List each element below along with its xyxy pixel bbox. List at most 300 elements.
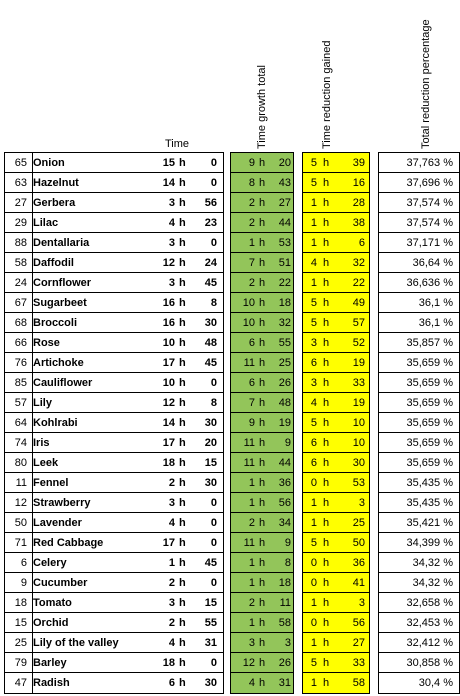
percentage-row [379,573,459,593]
crop-name: Red Cabbage [33,537,104,549]
hours-unit-label: h [179,397,186,409]
hours-unit-label: h [323,237,330,249]
growth-row [231,273,293,293]
time-minutes: 8 [210,397,217,409]
reduction-percentage: 32,412 % [406,637,453,649]
reduction-hours: 1 [310,637,317,649]
growth-row [231,673,293,693]
growth-row [231,333,293,353]
crop-name: Orchid [33,617,69,629]
hours-unit-label: h [259,497,266,509]
hours-unit-label: h [323,677,330,689]
growth-hours: 9 [248,417,255,429]
reduction-minutes: 52 [352,337,365,349]
time-hours: 3 [168,597,175,609]
growth-row [231,193,293,213]
hours-unit-label: h [259,217,266,229]
growth-row [231,513,293,533]
reduction-row [303,433,369,453]
crop-name: Daffodil [33,257,74,269]
percentage-row [379,273,459,293]
hours-unit-label: h [323,417,330,429]
reduction-hours: 6 [310,457,317,469]
growth-row [231,633,293,653]
percentage-row [379,493,459,513]
reduction-hours: 6 [310,357,317,369]
time-hours: 18 [162,457,175,469]
percentage-row [379,173,459,193]
crop-name: Lilac [33,217,59,229]
growth-hours: 11 [243,537,255,549]
growth-minutes: 56 [278,497,291,509]
reduction-minutes: 10 [352,417,365,429]
time-hours: 17 [162,437,175,449]
reduction-percentage: 35,659 % [406,357,453,369]
reduction-minutes: 50 [352,537,365,549]
hours-unit-label: h [323,157,330,169]
reduction-row [303,193,369,213]
reduction-row [303,633,369,653]
percentage-row [379,193,459,213]
reduction-minutes: 6 [358,237,365,249]
crop-name: Lily [33,397,52,409]
percentage-row [379,373,459,393]
crop-name: Onion [33,157,65,169]
growth-minutes: 36 [278,477,291,489]
time-hours: 12 [162,257,175,269]
hours-unit-label: h [323,317,330,329]
percentage-row [379,293,459,313]
hours-unit-label: h [323,537,330,549]
reduction-minutes: 16 [352,177,365,189]
reduction-minutes: 53 [352,477,365,489]
reduction-row [303,673,369,693]
reduction-row [303,153,369,173]
time-minutes: 45 [204,557,217,569]
table-row [5,633,223,653]
table-row [5,493,223,513]
crop-name: Barley [33,657,67,669]
reduction-hours: 6 [310,437,317,449]
reduction-hours: 0 [310,557,317,569]
reduction-hours: 5 [310,417,317,429]
crop-name: Radish [33,677,70,689]
header-time: Time [165,138,190,150]
reduction-percentage: 35,857 % [406,337,453,349]
reduction-hours: 3 [310,377,317,389]
growth-minutes: 48 [278,397,291,409]
crop-name: Artichoke [33,357,84,369]
reduction-minutes: 38 [352,217,365,229]
hours-unit-label: h [259,237,266,249]
reduction-percentage: 35,435 % [406,477,453,489]
crop-name: Cauliflower [33,377,93,389]
time-minutes: 8 [210,297,217,309]
hours-unit-label: h [323,177,330,189]
percentage-row [379,233,459,253]
time-minutes: 0 [210,497,217,509]
reduction-percentage: 37,171 % [406,237,453,249]
crop-name: Celery [33,557,67,569]
reduction-hours: 4 [310,257,317,269]
reduction-row [303,553,369,573]
reduction-minutes: 25 [352,517,365,529]
percentage-row [379,153,459,173]
hours-unit-label: h [179,597,186,609]
growth-hours: 2 [248,597,255,609]
table-row [5,673,223,693]
growth-hours: 11 [243,357,255,369]
reduction-row [303,353,369,373]
hours-unit-label: h [259,677,266,689]
reduction-minutes: 33 [352,657,365,669]
reduction-hours: 1 [310,237,317,249]
hours-unit-label: h [179,497,186,509]
growth-minutes: 43 [278,177,291,189]
growth-minutes: 26 [278,657,291,669]
percentage-row [379,433,459,453]
growth-minutes: 34 [278,517,291,529]
reduction-percentage: 36,636 % [406,277,453,289]
hours-unit-label: h [179,637,186,649]
table-row [5,593,223,613]
crop-time-table [4,152,224,694]
growth-minutes: 18 [278,297,291,309]
growth-row [231,233,293,253]
growth-minutes: 22 [278,277,291,289]
percentage-row [379,253,459,273]
time-hours: 16 [162,297,175,309]
reduction-percentage: 30,858 % [406,657,453,669]
reduction-row [303,653,369,673]
hours-unit-label: h [179,297,186,309]
reduction-percentage: 36,1 % [418,297,453,309]
table-row [5,393,223,413]
reduction-percentage: 36,1 % [418,317,453,329]
hours-unit-label: h [323,457,330,469]
reduction-percentage: 37,696 % [406,177,453,189]
percentage-row [379,393,459,413]
hours-unit-label: h [179,517,186,529]
reduction-row [303,393,369,413]
growth-hours: 12 [242,657,255,669]
hours-unit-label: h [179,277,186,289]
hours-unit-label: h [179,557,186,569]
growth-minutes: 20 [278,157,291,169]
table-row [5,453,223,473]
reduction-percentage: 37,574 % [406,217,453,229]
hours-unit-label: h [259,477,266,489]
reduction-percentage: 35,659 % [406,437,453,449]
reduction-minutes: 27 [352,637,365,649]
time-hours: 18 [162,657,175,669]
reduction-row [303,233,369,253]
growth-row [231,593,293,613]
total-reduction-percentage-column [378,152,460,694]
time-hours: 1 [168,557,175,569]
hours-unit-label: h [179,457,186,469]
table-row [5,573,223,593]
table-row [5,193,223,213]
table-row [5,253,223,273]
reduction-hours: 5 [310,297,317,309]
growth-hours: 7 [248,397,255,409]
growth-hours: 1 [248,477,255,489]
growth-hours: 6 [248,337,255,349]
hours-unit-label: h [323,397,330,409]
percentage-row [379,353,459,373]
reduction-minutes: 56 [352,617,365,629]
hours-unit-label: h [259,337,266,349]
time-hours: 3 [168,237,175,249]
growth-hours: 2 [248,277,255,289]
percentage-row [379,413,459,433]
growth-minutes: 27 [278,197,291,209]
percentage-row [379,673,459,693]
row-number: 47 [14,677,27,689]
hours-unit-label: h [323,257,330,269]
hours-unit-label: h [179,317,186,329]
reduction-percentage: 32,453 % [406,617,453,629]
growth-minutes: 31 [278,677,291,689]
hours-unit-label: h [179,237,186,249]
percentage-row [379,533,459,553]
growth-minutes: 44 [278,457,291,469]
row-number: 80 [14,457,27,469]
hours-unit-label: h [259,257,266,269]
hours-unit-label: h [179,477,186,489]
crop-name: Cucumber [33,577,88,589]
hours-unit-label: h [259,177,266,189]
row-number: 65 [14,157,27,169]
reduction-hours: 5 [310,317,317,329]
hours-unit-label: h [323,657,330,669]
reduction-minutes: 3 [358,497,365,509]
time-reduction-gained-column [302,152,370,694]
hours-unit-label: h [179,217,186,229]
growth-hours: 2 [248,517,255,529]
time-minutes: 30 [204,677,217,689]
growth-minutes: 9 [284,537,291,549]
reduction-hours: 3 [310,337,317,349]
reduction-row [303,373,369,393]
table-row [5,233,223,253]
hours-unit-label: h [179,157,186,169]
time-hours: 3 [168,197,175,209]
row-number: 66 [14,337,27,349]
hours-unit-label: h [323,617,330,629]
growth-row [231,653,293,673]
percentage-row [379,613,459,633]
percentage-row [379,213,459,233]
growth-row [231,413,293,433]
growth-row [231,553,293,573]
reduction-hours: 1 [310,277,317,289]
row-number: 63 [14,177,27,189]
growth-row [231,533,293,553]
time-hours: 14 [162,417,175,429]
time-hours: 10 [162,337,175,349]
growth-minutes: 8 [284,557,291,569]
reduction-row [303,253,369,273]
time-minutes: 56 [204,197,217,209]
growth-hours: 1 [248,617,255,629]
hours-unit-label: h [259,397,266,409]
time-hours: 2 [168,617,175,629]
growth-hours: 1 [248,557,255,569]
reduction-minutes: 33 [352,377,365,389]
hours-unit-label: h [179,377,186,389]
reduction-percentage: 35,435 % [406,497,453,509]
row-number: 64 [14,417,27,429]
reduction-minutes: 30 [352,457,365,469]
reduction-row [303,453,369,473]
crop-name: Iris [33,437,50,449]
row-number: 57 [14,397,27,409]
row-number: 68 [14,317,27,329]
hours-unit-label: h [259,637,266,649]
row-number: 6 [20,557,27,569]
time-hours: 3 [168,497,175,509]
reduction-hours: 0 [310,577,317,589]
crop-name: Lavender [33,517,82,529]
time-hours: 14 [162,177,175,189]
table-row [5,153,223,173]
table-row [5,373,223,393]
crop-name: Cornflower [33,277,92,289]
crop-name: Lily of the valley [33,637,119,649]
reduction-hours: 5 [310,657,317,669]
hours-unit-label: h [323,217,330,229]
crop-name: Kohlrabi [33,417,78,429]
reduction-minutes: 10 [352,437,365,449]
hours-unit-label: h [323,357,330,369]
percentage-row [379,633,459,653]
time-hours: 17 [162,357,175,369]
row-number: 29 [14,217,27,229]
growth-row [231,353,293,373]
reduction-hours: 5 [310,177,317,189]
hours-unit-label: h [323,277,330,289]
hours-unit-label: h [259,537,266,549]
reduction-row [303,333,369,353]
hours-unit-label: h [323,557,330,569]
table-row [5,553,223,573]
reduction-percentage: 35,659 % [406,397,453,409]
growth-hours: 7 [248,257,255,269]
crop-name: Dentallaria [33,237,90,249]
hours-unit-label: h [259,297,266,309]
hours-unit-label: h [179,437,186,449]
reduction-row [303,173,369,193]
hours-unit-label: h [259,517,266,529]
reduction-minutes: 3 [358,597,365,609]
hours-unit-label: h [259,317,266,329]
time-minutes: 0 [210,237,217,249]
row-number: 27 [14,197,27,209]
crop-name: Tomato [33,597,72,609]
time-minutes: 45 [204,357,217,369]
reduction-row [303,613,369,633]
row-number: 58 [14,257,27,269]
reduction-hours: 1 [310,677,317,689]
time-hours: 16 [162,317,175,329]
time-hours: 2 [168,477,175,489]
growth-minutes: 53 [278,237,291,249]
growth-minutes: 19 [278,417,291,429]
reduction-minutes: 19 [352,357,365,369]
reduction-minutes: 19 [352,397,365,409]
reduction-hours: 0 [310,617,317,629]
growth-hours: 10 [242,317,255,329]
row-number: 85 [14,377,27,389]
growth-minutes: 51 [278,257,291,269]
growth-row [231,433,293,453]
time-minutes: 0 [210,577,217,589]
growth-row [231,613,293,633]
percentage-row [379,453,459,473]
row-number: 76 [14,357,27,369]
time-minutes: 0 [210,377,217,389]
percentage-row [379,653,459,673]
hours-unit-label: h [323,577,330,589]
reduction-hours: 1 [310,517,317,529]
hours-unit-label: h [259,437,266,449]
hours-unit-label: h [259,417,266,429]
reduction-percentage: 34,32 % [412,557,453,569]
row-number: 25 [14,637,27,649]
reduction-row [303,533,369,553]
table-row [5,333,223,353]
reduction-row [303,413,369,433]
hours-unit-label: h [179,177,186,189]
reduction-minutes: 39 [352,157,365,169]
reduction-percentage: 35,659 % [406,377,453,389]
hours-unit-label: h [179,357,186,369]
reduction-row [303,593,369,613]
row-number: 74 [14,437,27,449]
growth-minutes: 55 [278,337,291,349]
time-minutes: 0 [210,177,217,189]
hours-unit-label: h [259,557,266,569]
row-number: 67 [14,297,27,309]
time-hours: 10 [162,377,175,389]
hours-unit-label: h [259,357,266,369]
hours-unit-label: h [259,657,266,669]
growth-hours: 11 [243,437,255,449]
growth-row [231,293,293,313]
header-time-growth-total: Time growth total [256,65,268,149]
reduction-hours: 1 [310,197,317,209]
reduction-percentage: 35,421 % [406,517,453,529]
time-minutes: 0 [210,517,217,529]
reduction-minutes: 58 [352,677,365,689]
table-row [5,653,223,673]
reduction-hours: 5 [310,157,317,169]
row-number: 71 [14,537,27,549]
growth-hours: 8 [248,177,255,189]
reduction-percentage: 35,659 % [406,417,453,429]
time-minutes: 55 [204,617,217,629]
growth-row [231,473,293,493]
hours-unit-label: h [259,157,266,169]
time-minutes: 30 [204,317,217,329]
table-row [5,513,223,533]
table-row [5,353,223,373]
hours-unit-label: h [259,377,266,389]
reduction-percentage: 32,658 % [406,597,453,609]
reduction-minutes: 32 [352,257,365,269]
